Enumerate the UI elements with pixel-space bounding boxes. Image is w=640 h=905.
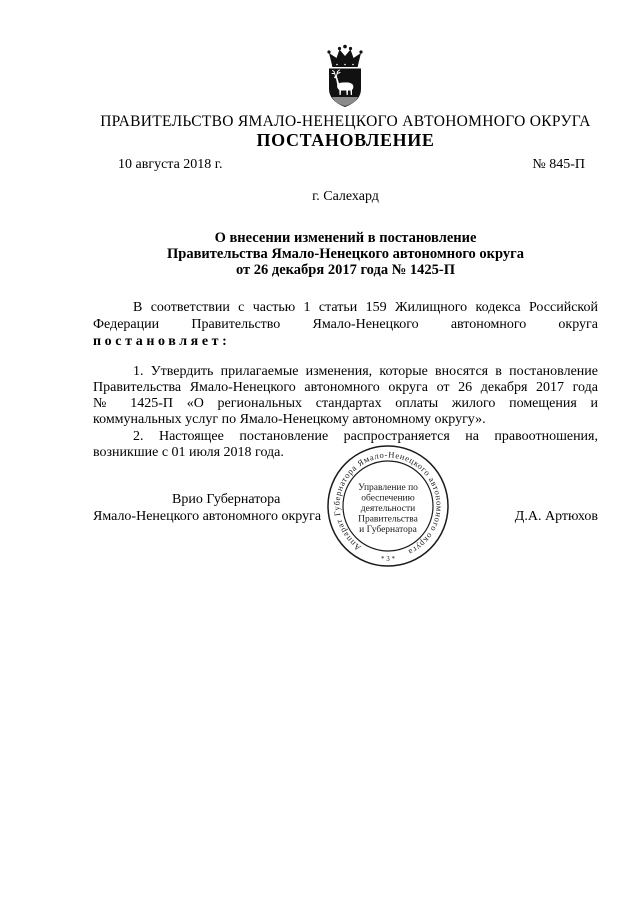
- paragraph-line: возникшие с 01 июля 2018 года.: [93, 445, 284, 460]
- official-stamp: [324, 442, 452, 570]
- coat-of-arms-icon: [324, 44, 366, 108]
- paragraph-line: Правительства Ямало-Ненецкого автономного округа от 26 декабря 2017 года: [93, 380, 598, 395]
- stamp-inner-line: деятельности: [360, 504, 416, 514]
- paragraph-line: В соответствии с частью 1 статьи 159 Жилищного кодекса Российской: [133, 300, 598, 315]
- document-number: № 845-П: [532, 157, 585, 172]
- title-line: Правительства Ямало-Ненецкого автономного округа: [167, 246, 524, 262]
- document-type: ПОСТАНОВЛЕНИЕ: [256, 130, 435, 150]
- stamp-inner-line: Правительства: [358, 514, 418, 525]
- title-line: от 26 декабря 2017 года № 1425-П: [235, 262, 456, 278]
- emblem-base-ornament: [332, 97, 358, 106]
- stamp-inner-text: [358, 483, 419, 535]
- paragraph-line: 1. Утвердить прилагаемые изменения, которые вносятся в постановление: [133, 364, 598, 379]
- organization-name: ПРАВИТЕЛЬСТВО ЯМАЛО-НЕНЕЦКОГО АВТОНОМНОГО ОКРУГА: [100, 113, 591, 130]
- stamp-inner-line: Управление по: [358, 483, 418, 493]
- signatory-position: Врио Губернатора: [172, 492, 281, 507]
- stamp-inner-line: и Губернатора: [359, 525, 417, 535]
- signatory-position: Ямало-Ненецкого автономного округа: [93, 509, 322, 524]
- stamp-ring-text-path: Аппарат Губернатора Ямало-Ненецкого автономного округа: [331, 449, 445, 558]
- title-line: О внесении изменений в постановление: [214, 230, 477, 246]
- document-date: 10 августа 2018 г.: [118, 157, 223, 172]
- paragraph-line: № 1425-П «О региональных стандартах оплаты жилого помещения и: [93, 396, 598, 411]
- resolves-keyword: постановляет:: [93, 334, 231, 349]
- paragraph-line: коммунальных услуг по Ямало-Ненецкому автономному округу».: [93, 412, 486, 427]
- signatory-name: Д.А. Артюхов: [514, 509, 598, 524]
- stamp-inner-line: обеспечению: [361, 493, 415, 504]
- paragraph-line: Федерации Правительство Ямало-Ненецкого автономного округа: [93, 317, 598, 332]
- emblem-crown: [327, 45, 362, 67]
- stamp-bottom-mark: * 3 *: [381, 555, 395, 563]
- document-city: г. Салехард: [312, 189, 379, 204]
- paragraph-line: 2. Настоящее постановление распространяется на правоотношения,: [133, 429, 598, 444]
